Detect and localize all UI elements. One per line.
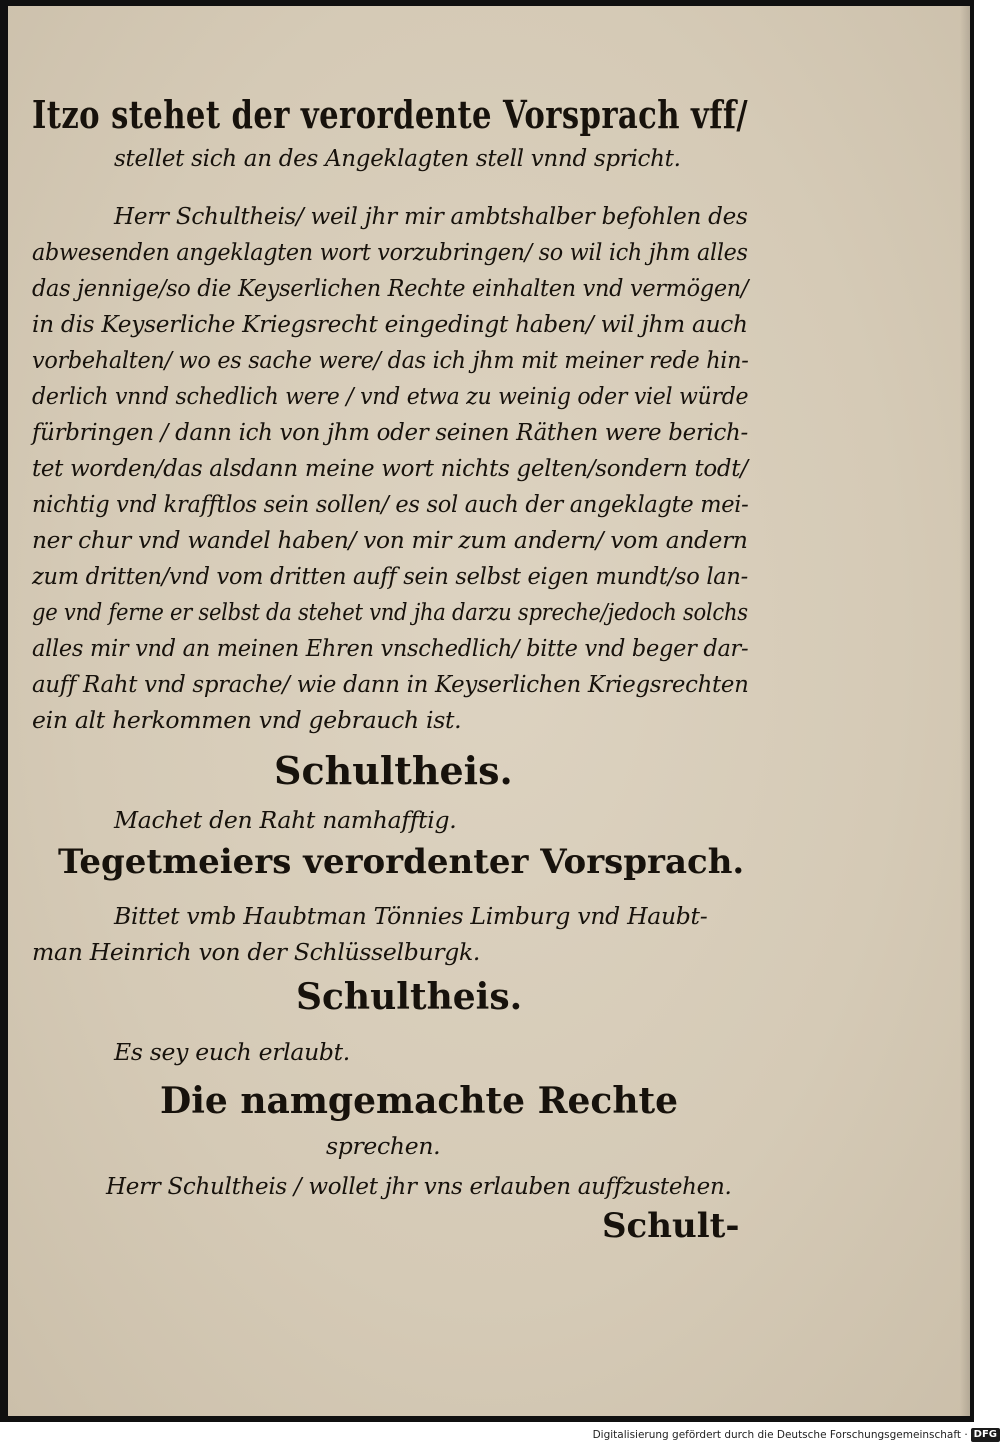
speech-line: alles mir vnd an meinen Ehren vnschedlich/ bitte vnd beger dar- bbox=[32, 634, 749, 662]
speech-line: tet worden/das alsdann meine wort nichts gelten/sondern todt/ bbox=[32, 454, 748, 482]
speech-line: derlich vnnd schedlich were / vnd etwa zu weinig oder viel würde bbox=[32, 382, 749, 410]
speech-line: zum dritten/vnd vom dritten auff sein selbst eigen mundt/so lan- bbox=[32, 562, 748, 590]
speaker-heading-schultheis: Schultheis. bbox=[274, 748, 513, 793]
credit-text: Digitalisierung gefördert durch die Deutsche Forschungsgemeinschaft · bbox=[592, 1429, 968, 1441]
speech-line: in dis Keyserliche Kriegsrecht eingedingt haben/ wil jhm auch bbox=[32, 310, 748, 338]
speech-line: Herr Schultheis/ weil jhr mir ambtshalber befohlen des bbox=[114, 202, 748, 230]
intro-heading-line2: stellet sich an des Angeklagten stell vnnd spricht. bbox=[114, 146, 681, 172]
catchword: Schult- bbox=[602, 1206, 740, 1246]
line-herr-schultheis: Herr Schultheis / wollet jhr vns erlauben auffzustehen. bbox=[106, 1174, 732, 1200]
line-bittet-1: Bittet vmb Haubtman Tönnies Limburg vnd Haubt- bbox=[114, 902, 708, 930]
speech-line: ein alt herkommen vnd gebrauch ist. bbox=[32, 706, 462, 734]
speaker-heading-vorsprach: Tegetmeiers verordenter Vorsprach. bbox=[58, 842, 745, 882]
dfg-logo: DFG bbox=[971, 1428, 1000, 1442]
speech-line: ge vnd ferne er selbst da stehet vnd jha darzu spreche/jedoch solchs bbox=[32, 598, 748, 626]
speech-line: ner chur vnd wandel haben/ von mir zum andern/ vom andern bbox=[32, 526, 748, 554]
line-machet: Machet den Raht namhafftig. bbox=[114, 806, 457, 834]
speaker-heading-schultheis-2: Schultheis. bbox=[296, 976, 523, 1018]
line-bittet-2: man Heinrich von der Schlüsselburgk. bbox=[32, 938, 481, 966]
book-page bbox=[8, 6, 970, 1416]
intro-heading-line1: Itzo stehet der verordente Vorsprach vff/ bbox=[32, 92, 749, 137]
speech-line: das jennige/so die Keyserlichen Rechte einhalten vnd vermögen/ bbox=[32, 274, 749, 302]
speech-line: nichtig vnd krafftlos sein sollen/ es sol auch der angeklagte mei- bbox=[32, 490, 749, 518]
digitization-credit bbox=[560, 1426, 1000, 1444]
speaker-heading-rechte-line2: sprechen. bbox=[326, 1132, 441, 1160]
speaker-heading-rechte: Die namgemachte Rechte bbox=[160, 1080, 679, 1122]
page-edge-shadow bbox=[960, 6, 970, 1416]
speech-line: auff Raht vnd sprache/ wie dann in Keyserlichen Kriegsrechten bbox=[32, 670, 749, 698]
speech-line: vorbehalten/ wo es sache were/ das ich jhm mit meiner rede hin- bbox=[32, 346, 749, 374]
speech-line: fürbringen / dann ich von jhm oder seinen Räthen were berich- bbox=[32, 418, 748, 446]
line-erlaubt: Es sey euch erlaubt. bbox=[114, 1038, 350, 1066]
speech-line: abwesenden angeklagten wort vorzubringen/ so wil ich jhm alles bbox=[32, 238, 748, 266]
